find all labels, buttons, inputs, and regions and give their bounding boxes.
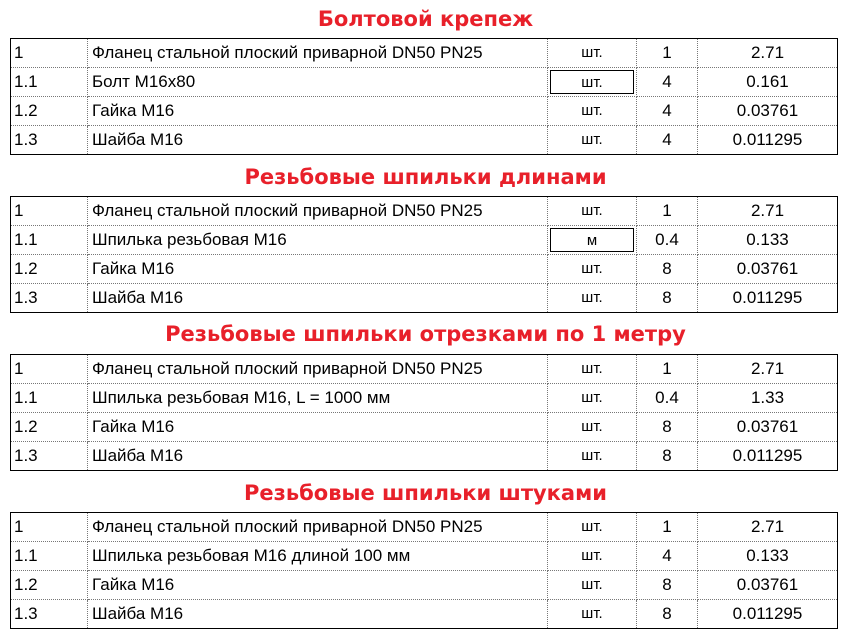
row-unit-cell <box>548 226 637 255</box>
table-row <box>11 600 838 629</box>
table-row <box>11 571 838 600</box>
table-row <box>11 442 838 471</box>
row-mass[interactable]: 0.03761 <box>698 255 838 284</box>
row-unit[interactable]: шт. <box>548 126 637 155</box>
row-qty[interactable]: 8 <box>637 600 698 629</box>
row-name[interactable]: Фланец стальной плоский приварной DN50 PN25 <box>88 355 548 384</box>
row-name[interactable]: Гайка М16 <box>88 97 548 126</box>
row-name[interactable]: Шайба М16 <box>88 442 548 471</box>
row-number[interactable]: 1.1 <box>11 542 88 571</box>
selected-unit-cell[interactable]: м <box>550 228 634 252</box>
row-number[interactable]: 1.2 <box>11 413 88 442</box>
row-name[interactable]: Гайка М16 <box>88 413 548 442</box>
spec-table-bolts <box>10 38 838 155</box>
table-row <box>11 126 838 155</box>
row-mass[interactable]: 0.011295 <box>732 446 803 465</box>
row-mass[interactable]: 0.011295 <box>732 288 803 307</box>
row-qty[interactable]: 8 <box>637 255 698 284</box>
table-row <box>11 384 838 413</box>
row-mass[interactable]: 0.011295 <box>732 130 803 149</box>
row-unit-cell <box>548 68 637 97</box>
table-row <box>11 226 838 255</box>
row-unit[interactable]: шт. <box>548 39 637 68</box>
row-mass[interactable]: 0.133 <box>698 542 838 571</box>
row-unit[interactable]: шт. <box>548 284 637 313</box>
row-mass[interactable]: 0.161 <box>698 68 838 97</box>
row-name[interactable]: Шпилька резьбовая М16 <box>88 226 548 255</box>
row-number[interactable]: 1 <box>11 355 88 384</box>
row-qty[interactable]: 0.4 <box>637 226 698 255</box>
table-row <box>11 197 838 226</box>
row-qty[interactable]: 8 <box>637 284 698 313</box>
row-mass[interactable]: 2.71 <box>698 197 838 226</box>
row-mass[interactable]: 2.71 <box>698 355 838 384</box>
table-row <box>11 97 838 126</box>
row-number[interactable]: 1 <box>11 39 88 68</box>
row-unit[interactable]: шт. <box>548 442 637 471</box>
row-qty[interactable]: 8 <box>637 571 698 600</box>
table-row <box>11 542 838 571</box>
row-qty[interactable]: 8 <box>637 442 698 471</box>
row-number[interactable]: 1.3 <box>11 126 88 155</box>
row-unit[interactable]: шт. <box>548 513 637 542</box>
table-row <box>11 513 838 542</box>
row-mass[interactable]: 2.71 <box>698 513 838 542</box>
row-number[interactable]: 1.2 <box>11 97 88 126</box>
spec-table-studs-1m-pieces <box>10 354 838 471</box>
row-unit[interactable]: шт. <box>548 97 637 126</box>
row-qty[interactable]: 4 <box>637 97 698 126</box>
row-name[interactable]: Гайка М16 <box>88 571 548 600</box>
row-mass[interactable]: 0.03761 <box>698 97 838 126</box>
row-number[interactable]: 1.1 <box>11 226 88 255</box>
table-row <box>11 39 838 68</box>
table-row <box>11 284 838 313</box>
row-number[interactable]: 1.3 <box>11 600 88 629</box>
row-qty[interactable]: 0.4 <box>637 384 698 413</box>
row-number[interactable]: 1.3 <box>11 442 88 471</box>
spec-table-studs-pieces <box>10 512 838 629</box>
section-title-bolts: Болтовой крепеж <box>317 7 534 31</box>
row-qty[interactable]: 8 <box>637 413 698 442</box>
row-qty[interactable]: 4 <box>637 68 698 97</box>
row-name[interactable]: Фланец стальной плоский приварной DN50 PN25 <box>88 197 548 226</box>
row-number[interactable]: 1.1 <box>11 68 88 97</box>
row-number[interactable]: 1 <box>11 197 88 226</box>
row-number[interactable]: 1.3 <box>11 284 88 313</box>
table-row <box>11 355 838 384</box>
row-number[interactable]: 1.2 <box>11 255 88 284</box>
spec-table-studs-lengths <box>10 196 838 313</box>
table-row <box>11 68 838 97</box>
table-row <box>11 255 838 284</box>
row-unit[interactable]: шт. <box>548 197 637 226</box>
row-name[interactable]: Шайба М16 <box>88 284 548 313</box>
row-name[interactable]: Шпилька резьбовая М16, L = 1000 мм <box>88 384 548 413</box>
row-qty[interactable]: 1 <box>637 513 698 542</box>
row-name[interactable]: Фланец стальной плоский приварной DN50 PN25 <box>88 513 548 542</box>
section-title-studs-1m-pieces: Резьбовые шпильки отрезками по 1 метру <box>165 322 686 346</box>
row-mass[interactable]: 2.71 <box>698 39 838 68</box>
row-qty[interactable]: 4 <box>637 126 698 155</box>
row-qty[interactable]: 1 <box>637 355 698 384</box>
row-unit[interactable]: шт. <box>548 255 637 284</box>
row-qty[interactable]: 1 <box>637 39 698 68</box>
row-mass[interactable]: 0.011295 <box>732 604 803 623</box>
row-name[interactable]: Фланец стальной плоский приварной DN50 PN25 <box>88 39 548 68</box>
row-qty[interactable]: 1 <box>637 197 698 226</box>
row-number[interactable]: 1.2 <box>11 571 88 600</box>
row-mass[interactable]: 0.03761 <box>698 571 838 600</box>
row-name[interactable]: Шайба М16 <box>88 126 548 155</box>
row-name[interactable]: Болт М16х80 <box>88 68 548 97</box>
row-unit[interactable]: шт. <box>548 571 637 600</box>
row-unit[interactable]: шт. <box>548 413 637 442</box>
row-mass[interactable]: 0.03761 <box>698 413 838 442</box>
row-mass[interactable]: 1.33 <box>698 384 838 413</box>
row-unit[interactable]: шт. <box>548 384 637 413</box>
row-number[interactable]: 1.1 <box>11 384 88 413</box>
row-name[interactable]: Шпилька резьбовая М16 длиной 100 мм <box>88 542 548 571</box>
row-unit[interactable]: шт. <box>548 542 637 571</box>
section-title-studs-pieces: Резьбовые шпильки штуками <box>244 481 607 505</box>
row-unit[interactable]: шт. <box>548 600 637 629</box>
table-row <box>11 413 838 442</box>
row-mass[interactable]: 0.133 <box>698 226 838 255</box>
row-name[interactable]: Гайка М16 <box>88 255 548 284</box>
section-title-studs-lengths: Резьбовые шпильки длинами <box>244 165 607 189</box>
selected-unit-cell[interactable]: шт. <box>550 70 634 94</box>
row-unit[interactable]: шт. <box>548 355 637 384</box>
row-number[interactable]: 1 <box>11 513 88 542</box>
row-qty[interactable]: 4 <box>637 542 698 571</box>
row-name[interactable]: Шайба М16 <box>88 600 548 629</box>
